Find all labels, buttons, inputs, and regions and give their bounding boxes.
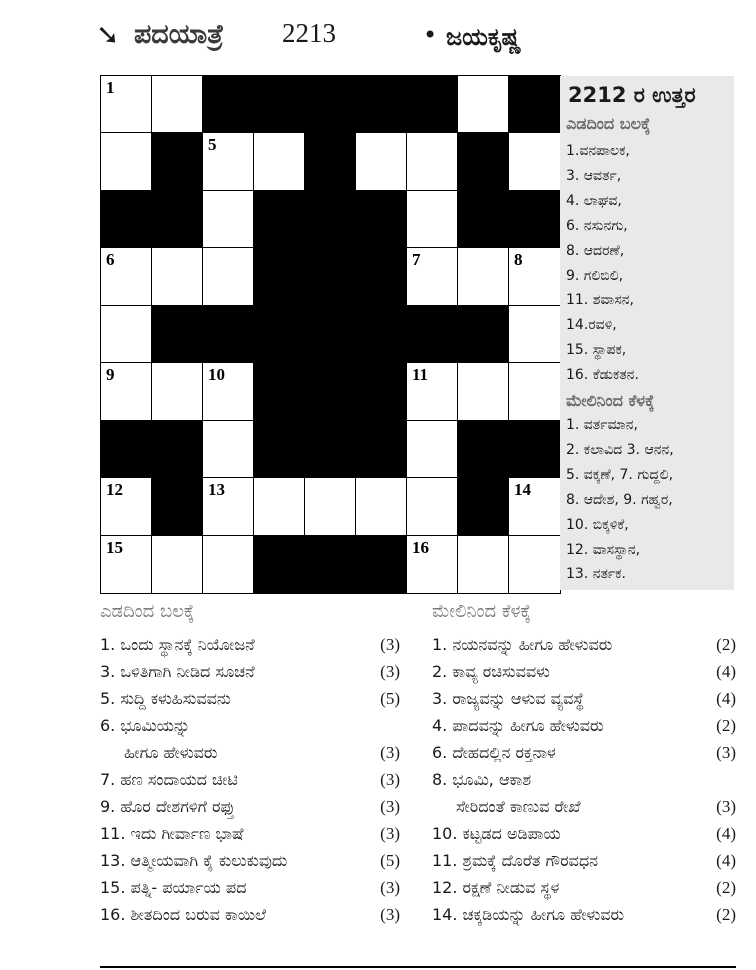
grid-cell-black (458, 133, 509, 191)
clue-text: 8. ಭೂಮಿ, ಆಕಾಶ (432, 770, 532, 789)
clue-item (432, 712, 736, 739)
clue-text: 1. ನಯನವನ್ನು ಹೀಗೂ ಹೇಳುವರು (432, 635, 613, 654)
grid-cell-black (305, 306, 357, 364)
grid-cell-black (203, 76, 255, 133)
crossword-grid (100, 75, 561, 594)
clue-number: 14 (514, 480, 531, 500)
grid-cell[interactable] (203, 536, 254, 593)
grid-cell-black (407, 76, 458, 133)
grid-cell-black (509, 421, 560, 478)
grid-cell-black (305, 76, 357, 134)
grid-cell-black (152, 191, 203, 248)
clue-length: (3) (380, 635, 400, 654)
down-clues-heading: ಮೇಲಿನಿಂದ ಕೆಳಕ್ಕೆ (432, 601, 531, 622)
answer-line: 5. ವಕ್ಕಣೆ, 7. ಗುದ್ದಲಿ, (566, 466, 674, 483)
across-clues (100, 600, 400, 928)
clue-item (100, 712, 400, 739)
answer-line: 10. ಬಿಕ್ಕಳಿಕೆ, (566, 516, 629, 533)
clue-text: ಹೀಗೂ ಹೇಳುವರು (124, 743, 218, 762)
grid-cell[interactable] (458, 363, 509, 420)
clue-item (100, 847, 400, 874)
grid-cell-black (356, 76, 408, 133)
clue-length: (2) (716, 878, 736, 897)
clue-item (432, 631, 736, 658)
grid-cell[interactable] (509, 248, 560, 305)
grid-cell-black (254, 536, 306, 593)
grid-cell[interactable] (407, 191, 458, 248)
clue-item (100, 874, 400, 901)
grid-cell-black (356, 363, 407, 421)
clue-number: 5 (208, 135, 217, 155)
clue-length: (2) (716, 635, 736, 654)
clue-text: 7. ಹಣ ಸಂದಾಯದ ಚೀಟಿ (100, 770, 238, 789)
answer-line: 16. ಕೆಡುಕತನ. (566, 367, 639, 384)
across-clue-list (100, 631, 400, 928)
grid-cell-black (458, 421, 510, 479)
grid-cell-black (101, 421, 153, 478)
clue-item (100, 901, 400, 928)
clue-length: (5) (380, 851, 400, 870)
grid-cell[interactable] (458, 536, 509, 593)
clue-length: (3) (380, 743, 400, 762)
grid-cell[interactable] (407, 536, 458, 593)
clue-text: 13. ಆತ್ಮೀಯವಾಗಿ ಕೈ ಕುಲುಕುವುದು (100, 851, 288, 870)
clue-text: 1. ಒಂದು ಸ್ಥಾನಕ್ಕೆ ನಿಯೋಜನೆ (100, 635, 255, 654)
clue-item (432, 658, 736, 685)
grid-cell-black (356, 421, 407, 478)
answer-line: 13. ನರ್ತಕ. (566, 566, 626, 583)
grid-cell[interactable] (509, 478, 560, 535)
puzzle-title: ಪದಯಾತ್ರೆ (134, 19, 224, 50)
clue-length: (3) (380, 824, 400, 843)
grid-cell-black (356, 306, 408, 364)
grid-cell-black (101, 191, 153, 248)
grid-cell[interactable] (407, 133, 458, 190)
grid-cell[interactable] (101, 248, 152, 305)
clue-number: 16 (412, 537, 429, 557)
clue-number: 6 (106, 250, 115, 270)
answer-line: 11. ಶವಾಸನ, (566, 292, 634, 309)
grid-cell-black (305, 421, 357, 478)
grid-cell[interactable] (152, 363, 203, 420)
clue-text: 5. ಸುದ್ದಿ ಕಳುಹಿಸುವವನು (100, 689, 231, 708)
grid-cell[interactable] (254, 478, 305, 535)
clue-number: 8 (514, 250, 523, 270)
grid-cell-black (458, 306, 509, 363)
clue-length: (3) (716, 743, 736, 762)
grid-cell-black (254, 191, 306, 249)
answer-line: 4. ಲಾಘವ, (566, 192, 622, 209)
grid-cell-black (458, 478, 509, 535)
clue-item (432, 766, 736, 793)
grid-cell[interactable] (152, 76, 203, 133)
grid-cell[interactable] (203, 133, 254, 190)
answer-line: 14.ರವಳಿ, (566, 317, 617, 334)
grid-cell[interactable] (458, 248, 509, 305)
grid-cell-black (203, 306, 255, 363)
clue-length: (4) (716, 824, 736, 843)
clue-item (100, 766, 400, 793)
grid-cell-black (254, 76, 306, 133)
clue-length: (3) (380, 662, 400, 681)
clue-item (432, 793, 736, 820)
grid-cell[interactable] (407, 248, 458, 305)
clue-text: 9. ಹೊರ ದೇಶಗಳಿಗೆ ರಫ್ತು (100, 797, 235, 816)
clue-item (432, 847, 736, 874)
clue-text: 2. ಕಾವ್ಯ ರಚಿಸುವವಳು (432, 662, 550, 681)
clue-item (100, 793, 400, 820)
answer-line: 1. ವರ್ತಮಾನ, (566, 417, 638, 433)
answer-line: 8. ಆದೇಶ, 9. ಗಹ್ವರ, (566, 491, 673, 508)
grid-cell-black (152, 478, 203, 535)
grid-cell[interactable] (152, 536, 203, 593)
grid-cell[interactable] (203, 248, 254, 305)
grid-cell-black (305, 133, 356, 191)
puzzle-number: 2213 (282, 18, 336, 48)
clue-text: 4. ಪಾದವನ್ನು ಹೀಗೂ ಹೇಳುವರು (432, 716, 604, 735)
grid-cell-black (254, 248, 306, 306)
grid-cell-black (305, 191, 357, 249)
clue-number: 10 (208, 365, 225, 385)
grid-cell[interactable] (509, 363, 560, 420)
clue-length: (3) (380, 878, 400, 897)
answer-line: 6. ನಸುನಗು, (566, 217, 628, 234)
clue-length: (4) (716, 689, 736, 708)
clue-text: 12. ರಕ್ಷಣೆ ನೀಡುವ ಸ್ಥಳ (432, 878, 560, 897)
clue-text: 11. ಇದು ಗೀರ್ವಾಣ ಭಾಷೆ (100, 824, 244, 843)
grid-cell-black (254, 306, 306, 364)
answer-line: 1.ವನಪಾಲಕ, (566, 143, 630, 159)
clue-number: 13 (208, 480, 225, 500)
bottom-divider (100, 966, 736, 968)
grid-cell[interactable] (101, 363, 152, 420)
grid-cell[interactable] (101, 306, 152, 363)
grid-cell[interactable] (458, 76, 509, 133)
clue-text: 3. ರಾಜ್ಯವನ್ನು ಆಳುವ ವ್ಯವಸ್ಥೆ (432, 689, 585, 708)
answer-line: 15. ಸ್ಥಾಪಕ, (566, 342, 627, 359)
answers-across-heading: ಎಡದಿಂದ ಬಲಕ್ಕೆ (566, 114, 651, 133)
clue-number: 11 (412, 365, 429, 385)
clue-length: (3) (380, 905, 400, 924)
grid-cell[interactable] (356, 478, 407, 535)
clue-length: (4) (716, 851, 736, 870)
grid-cell-black (458, 191, 510, 248)
across-clues-heading: ಎಡದಿಂದ ಬಲಕ್ಕೆ (100, 601, 195, 622)
grid-cell-black (152, 133, 203, 191)
clue-number: 15 (106, 537, 123, 557)
grid-cell-black (305, 363, 357, 421)
grid-cell-black (152, 306, 204, 363)
grid-cell-black (152, 421, 203, 479)
clue-item (100, 685, 400, 712)
clue-item (432, 874, 736, 901)
clue-length: (3) (716, 797, 736, 816)
grid-cell[interactable] (407, 421, 458, 478)
grid-cell[interactable] (509, 536, 560, 593)
arrow-icon: ➘ (96, 18, 120, 51)
grid-cell-black (356, 248, 407, 306)
answers-title: 2212 ರ ಉತ್ತರ (568, 83, 696, 107)
grid-cell[interactable] (509, 133, 560, 190)
clue-text: 11. ಶ್ರಮಕ್ಕೆ ದೊರೆತ ಗೌರವಧನ (432, 851, 599, 870)
clue-text: 10. ಕಟ್ಟಡದ ಅಡಿಪಾಯ (432, 824, 561, 843)
grid-cell-black (305, 536, 357, 593)
clue-text: 14. ಚಕ್ಕಡಿಯನ್ನು ಹೀಗೂ ಹೇಳುವರು (432, 905, 625, 924)
grid-cell[interactable] (203, 191, 254, 248)
clue-number: 3 (412, 78, 421, 97)
clue-item (100, 631, 400, 658)
clue-item (100, 820, 400, 847)
clue-number: 4 (514, 78, 523, 97)
clue-number: 2 (208, 78, 217, 97)
grid-cell[interactable] (407, 363, 458, 420)
grid-cell[interactable] (254, 133, 305, 190)
previous-answers-panel (560, 76, 734, 590)
grid-cell-black (356, 536, 407, 593)
puzzle-header (96, 16, 736, 60)
clue-text: 6. ದೇಹದಲ್ಲಿನ ರಕ್ತನಾಳ (432, 743, 556, 762)
answer-line: 12. ವಾಸಸ್ಥಾನ, (566, 541, 641, 558)
down-clues (432, 600, 736, 928)
grid-cell-black (254, 421, 306, 478)
clue-length: (3) (380, 797, 400, 816)
clue-length: (3) (380, 770, 400, 789)
clue-length: (5) (380, 689, 400, 708)
grid-cell-black (356, 191, 407, 249)
clue-text: 6. ಭೂಮಿಯನ್ನು (100, 716, 191, 735)
grid-cell[interactable] (101, 133, 152, 190)
clue-length: (2) (716, 716, 736, 735)
grid-cell[interactable] (101, 478, 152, 535)
clue-length: (2) (716, 905, 736, 924)
grid-cell[interactable] (152, 248, 203, 305)
answer-line: 3. ಆವರ್ತ, (566, 167, 622, 184)
clue-item (432, 901, 736, 928)
clue-number: 1 (106, 78, 115, 97)
clue-item (432, 820, 736, 847)
grid-cell[interactable] (203, 421, 254, 478)
grid-cell[interactable] (101, 536, 152, 593)
clue-number: 7 (412, 250, 421, 270)
answer-line: 2. ಕಲಾವಿದ 3. ಆನನ, (566, 441, 674, 458)
answers-down-heading: ಮೇಲಿನಿಂದ ಕೆಳಕ್ಕೆ (566, 391, 655, 410)
clue-text: 3. ಒಳಿತಿಗಾಗಿ ನೀಡಿದ ಸೂಚನೆ (100, 662, 255, 681)
answer-line: 8. ಆದರಣೆ, (566, 242, 625, 259)
grid-cell[interactable] (203, 363, 254, 420)
clue-item (100, 658, 400, 685)
grid-cell[interactable] (305, 478, 356, 535)
clue-text: 16. ಶೀತದಿಂದ ಬರುವ ಕಾಯಿಲೆ (100, 905, 267, 924)
grid-cell-black (509, 76, 560, 133)
down-clue-list (432, 631, 736, 928)
author-name: ಜಯಕೃಷ್ಣ (446, 23, 522, 51)
clue-item (432, 685, 736, 712)
grid-cell[interactable] (407, 478, 458, 535)
clue-number: 12 (106, 480, 123, 500)
grid-cell-black (509, 191, 560, 248)
grid-cell-black (407, 306, 459, 363)
answer-line: 9. ಗಲಿಬಿಲಿ, (566, 267, 624, 284)
clue-item (432, 739, 736, 766)
grid-cell-black (305, 248, 357, 306)
clue-length: (4) (716, 662, 736, 681)
grid-cell[interactable] (101, 76, 152, 133)
clue-item (100, 739, 400, 766)
clue-number: 9 (106, 365, 115, 385)
bullet-icon: • (423, 21, 438, 49)
grid-cell-black (254, 363, 306, 421)
clue-text: 15. ಪತ್ನಿ- ಪರ್ಯಾಯ ಪದ (100, 878, 247, 897)
grid-cell[interactable] (509, 306, 560, 363)
clue-text: ಸೇರಿದಂತೆ ಕಾಣುವ ರೇಖೆ (456, 797, 581, 816)
grid-cell[interactable] (203, 478, 254, 535)
grid-cell[interactable] (356, 133, 407, 190)
